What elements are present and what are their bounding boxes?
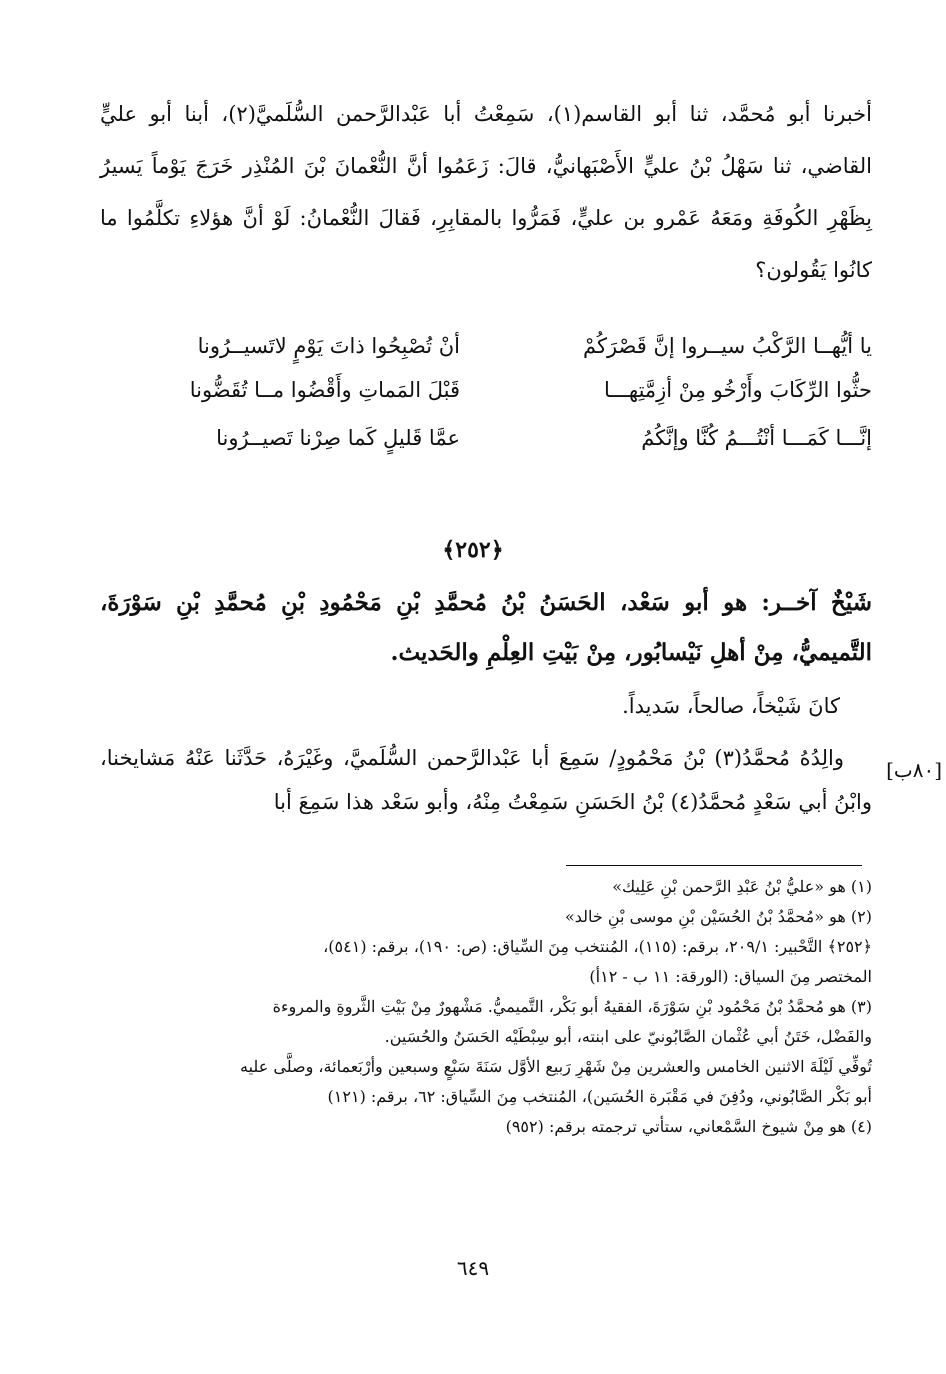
footnote-3 xyxy=(100,992,872,1112)
verse-second-hemistich: أنْ تُصْبِحُوا ذاتَ يَوْمٍ لاتَسيــرُونا xyxy=(197,334,460,358)
body-paragraph: والِدُهُ مُحمَّدُ(٣) بْنُ مَحْمُودٍ/ سَمِعَ أبا عَبْدالرَّحمن السُّلَميَّ، وغَيْرَهُ، حَدَّثَنا عَنْهُ مَشايخنا، وابْنُ أبي سَعْدٍ مُحمَّدُ(٤) بْنُ الحَسَنِ سَمِعْتُ مِنْهُ، وأبو سَعْد هذا سَمِعَ أبا xyxy=(100,746,872,814)
poem-verse-1 xyxy=(100,322,872,370)
footnote-line: ﴿٢٥٢﴾ التَّحْبير: ٢٠٩/١، برقم: (١١٥)، المُنتخب مِنَ السِّياق: (ص: ١٩٠)، برقم: (٥٤١)، xyxy=(323,937,872,956)
entry-number: ﴿٢٥٢﴾ xyxy=(442,537,504,563)
footnote-separator xyxy=(566,865,862,866)
footnote-line: والفَضْل، خَتَنُ أبي عُثْمان الصَّابُونيّ على ابنته، أبو سِبْطَيْه الحَسَنُ والحُسَين. xyxy=(384,1027,872,1046)
verse-second-hemistich: قَبْلَ المَماتِ وأَقْضُوا مــا تُقَضُّونا xyxy=(189,378,460,402)
verse-first-hemistich: إنَّـــا كَمَـــا أنْتُـــمُ كُنَّا وإنَّكُمُ xyxy=(641,426,872,450)
footnote-line: (٣) هو مُحمَّدُ بْنُ مَحْمُود بْنِ سَوْرَةَ، الفقيهُ أبو بَكْر، التَّميميُّ. مَشْهورٌ مِنْ بَيْتِ الثَّروةِ والمروءة xyxy=(272,997,872,1016)
verse-first-hemistich: حثُّوا الرِّكَابَ وأَرْخُو مِنْ أزِمَّتِهـــا xyxy=(604,378,872,402)
narration-paragraph: أخبرنا أبو مُحمَّد، ثنا أبو القاسم(١)، سَمِعْتُ أبا عَبْدالرَّحمن السُّلَميَّ(٢)، أبنا أبو عليٍّ القاضي، ثنا سَهْلُ بْنُ عليٍّ الأَصْبَهانيُّ، قالَ: زَعَمُوا أنَّ النُّعْمانَ بْنَ المُنْذِر خَرَجَ يَوْماً يَسيرُ بِظَهْرِ الكُوفَةِ ومَعَهُ عَمْرو بن عليٍّ، فَمَرُّوا بالمقابِرِ، فَقالَ النُّعْمانُ: لَوْ أنَّ هؤلاءِ تكلَّمُوا ما كانُوا يَقُولون؟ xyxy=(100,102,872,282)
footnote-2 xyxy=(100,902,872,932)
footnote-line: تُوفِّي لَيْلَةَ الاثنين الخامس والعشرين مِنْ شَهْرِ رَبيع الأوَّل سَنَةَ سَبْعٍ وسبعين وأرْبَعمائة، وصلَّى عليه xyxy=(240,1057,872,1076)
footnote-line: أبو بَكْر الصَّابُوني، ودُفِنَ في مَقْبَرة الحُسَين)، المُنتخب مِنَ السِّياق: ٦٢، برقم: (١٢١) xyxy=(327,1087,872,1106)
footnote-line: (١) هو «عليُّ بْنُ عَبْدِ الرَّحمن بْنِ عَلِيك» xyxy=(612,877,872,896)
page-number: ٦٤٩ xyxy=(456,1256,490,1280)
verse-second-hemistich: عمَّا قَليلٍ كَما صِرْنا تَصيــرُونا xyxy=(216,426,460,450)
description-line: كانَ شَيْخاً، صالحاً، سَديداً. xyxy=(622,694,840,718)
folio-marker: [٨٠ب] xyxy=(886,758,942,782)
entry-heading: شَيْخٌ آخــر: هو أبو سَعْد، الحَسَنُ بْنُ مُحمَّدِ بْنِ مَحْمُودِ بْنِ مُحمَّدِ بْنِ سَوْرَةَ، التَّميميُّ، مِنْ أهلِ نَيْسابُور، مِنْ بَيْتِ العِلْمِ والحَديث. xyxy=(100,589,872,666)
poem-verse-3 xyxy=(100,414,872,462)
footnote-line: (٢) هو «مُحمَّدُ بْنُ الحُسَيْن بْنِ موسى بْنِ خالد» xyxy=(564,907,872,926)
footnote-4 xyxy=(100,1112,872,1142)
footnotes xyxy=(100,872,872,1142)
verse-first-hemistich: يا أيُّهــا الرَّكْبُ سيــروا إنَّ قَصْرَكُمْ xyxy=(583,334,872,358)
footnote-252 xyxy=(100,932,872,992)
footnote-1 xyxy=(100,872,872,902)
poem-verse-2 xyxy=(100,366,872,414)
footnote-line: المختصر مِنَ السياق: (الورقة: ١١ ب - ١٢أ) xyxy=(589,967,872,986)
footnote-line: (٤) هو مِنْ شيوخ السَّمْعاني، ستأتي ترجمته برقم: (٩٥٢) xyxy=(505,1117,872,1136)
